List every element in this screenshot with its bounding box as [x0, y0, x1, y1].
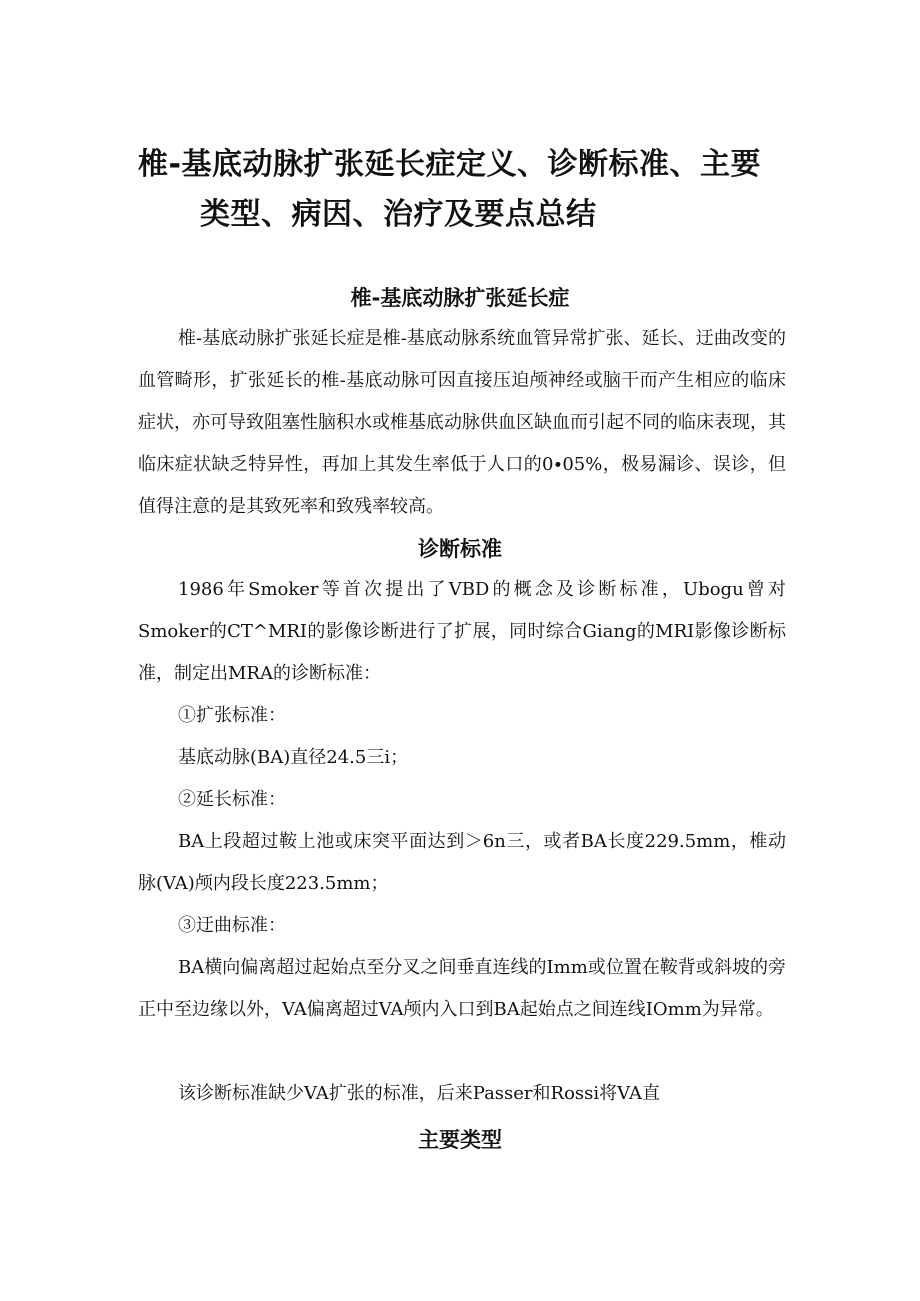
- criterion-elongation-label: ②延长标准：: [178, 789, 286, 810]
- criterion-tortuosity-text: BA横向偏离超过起始点至分叉之间垂直连线的Imm或位置在鞍背或斜坡的旁正中至边缘以外，VA偏离超过VA颅内入口到BA起始点之间连线IOmm为异常。: [138, 957, 786, 1020]
- section-heading-types: 主要类型: [418, 1128, 502, 1152]
- section-heading-vbd: 椎-基底动脉扩张延长症: [350, 286, 570, 310]
- section-heading-diagnosis: 诊断标准: [418, 537, 502, 561]
- criterion-elongation-text: BA上段超过鞍上池或床突平面达到＞6n三，或者BA长度229.5mm，椎动脉(VA)颅内段长度223.5mm；: [138, 831, 786, 894]
- criterion-tortuosity-label: ③迂曲标准：: [178, 915, 286, 936]
- document-title-line-2: 类型、病因、治疗及要点总结: [200, 197, 597, 232]
- document-title: [138, 140, 798, 240]
- criterion-dilation-text: 基底动脉(BA)直径24.5三i；: [178, 747, 409, 768]
- document-title-line-1: 椎-基底动脉扩张延长症定义、诊断标准、主要: [138, 147, 761, 182]
- paragraph-diagnosis-note: 该诊断标准缺少VA扩张的标准，后来Passer和Rossi将VA直: [178, 1083, 660, 1104]
- paragraph-diagnosis-intro: 1986年Smoker等首次提出了VBD的概念及诊断标准，Ubogu曾对Smoker的CT^MRI的影像诊断进行了扩展，同时综合Giang的MRI影像诊断标准，制定出MRA的诊断标准：: [138, 579, 786, 684]
- criterion-dilation-label: ①扩张标准：: [178, 705, 286, 726]
- paragraph-vbd-definition: 椎-基底动脉扩张延长症是椎-基底动脉系统血管异常扩张、延长、迂曲改变的血管畸形，扩张延长的椎-基底动脉可因直接压迫颅神经或脑干而产生相应的临床症状，亦可导致阻塞性脑积水或椎基底动脉供血区缺血而引起不同的临床表现，其临床症状缺乏特异性，再加上其发生率低于人口的0∙05%，极易漏诊、误诊，但值得注意的是其致死率和致残率较高。: [138, 328, 786, 517]
